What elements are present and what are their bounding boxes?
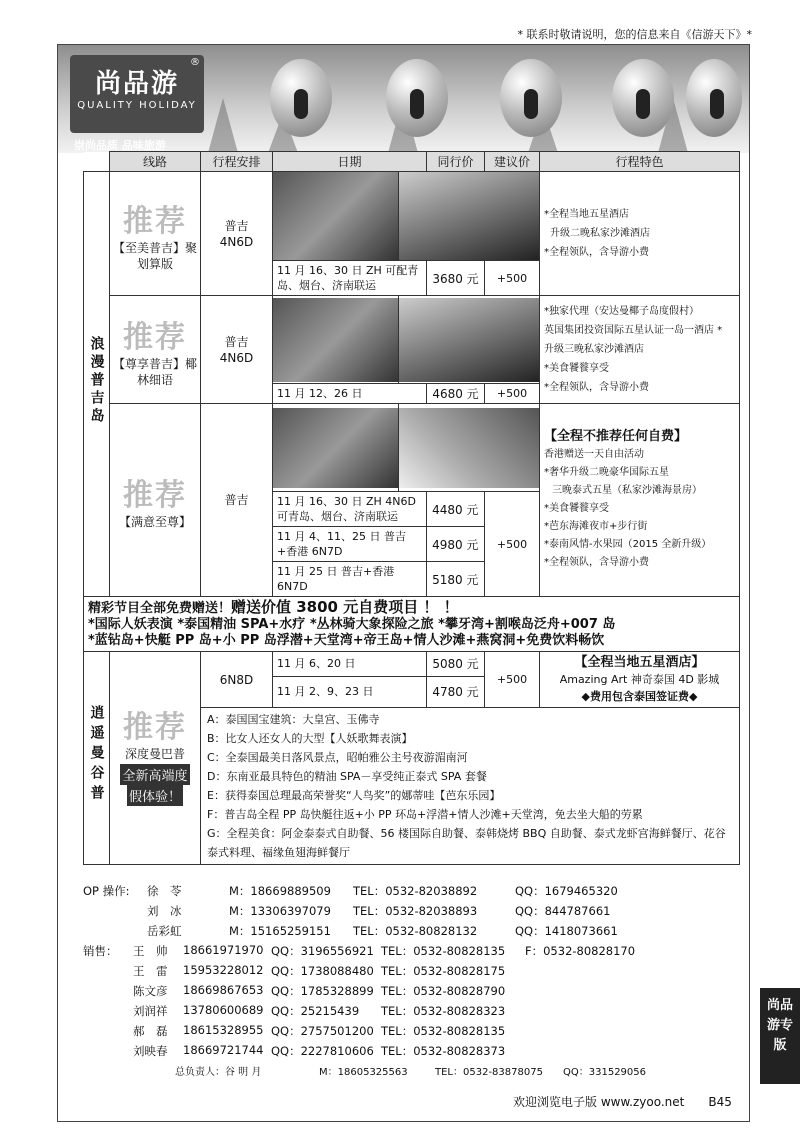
route-name: 深度曼巴普 [124, 747, 185, 761]
contact-row: 郝 磊 18615328955 QQ：2757501200 TEL：0532-80828135 [133, 1023, 506, 1038]
price: 3680 元 [427, 261, 485, 296]
date: 11 月 16、30 日 ZH 可配青岛、烟台、济南联运 [273, 261, 427, 296]
schedule: 普吉 4N6D [201, 296, 273, 404]
route-name: 【满意至尊】 [118, 515, 191, 529]
route-cell: 推荐 【满意至尊】 [110, 404, 201, 597]
contact-row: 刘 冰 M：13306397079 TEL：0532-82038893 QQ：844787661 [147, 904, 611, 918]
price: 4780 元 [427, 676, 485, 707]
snowglobe-icon [386, 59, 448, 137]
brand-tagline: 崇尚品质 品味旅游 [74, 139, 166, 152]
price: 5180 元 [426, 562, 484, 597]
highlight-badge: 全新高端度 [120, 764, 189, 785]
route-name: 【至美普吉】聚划算版 [112, 240, 197, 271]
brand-logo: ® 尚品游 QUALITY HOLIDAY [70, 55, 204, 133]
side-tab: 尚品游专版 [760, 988, 800, 1084]
route-cell: 推荐 深度曼巴普 全新高端度 假体验！ [110, 652, 201, 865]
photo [273, 296, 399, 384]
contact-row: OP 操作: 徐 苓 M：18669889509 TEL：0532-82038892 QQ：1679465320 [83, 884, 618, 898]
schedule: 普吉 4N6D [201, 172, 273, 296]
col-header: 线路 [110, 152, 201, 172]
tour-table [83, 151, 740, 865]
footer-text: 欢迎浏览电子版 www.zyoo.net [513, 1095, 685, 1109]
photo [273, 404, 399, 492]
col-header: 行程安排 [201, 152, 273, 172]
date: 11 月 4、11、25 日 普吉+香港 6N7D [273, 527, 426, 562]
footer [513, 1093, 732, 1110]
snowglobe-icon [270, 59, 332, 137]
contact-row: 刘润祥 13780600689 QQ：25215439 TEL：0532-80828323 [133, 1003, 506, 1018]
source-note: * 联系时敬请说明，您的信息来自《信游天下》* [517, 28, 752, 41]
contact-row: 陈文彦 18669867653 QQ：1785328899 TEL：0532-80828790 [133, 983, 506, 998]
itinerary-list: A：泰国国宝建筑：大皇宫、玉佛寺 B：比女人还女人的大型【人妖歌舞表演】 C：全泰国最美日落风景点，昭帕雅公主号夜游湄南河 D：东南亚最具特色的精油 SPA－享受纯正泰式 SPA 套餐 E：获得泰国总理最高荣誉奖“人鸟奖”的娜蒂哇【芭东乐园】 F：普吉岛全程 PP 岛快艇往返+小 PP 环岛+浮潜+情人沙滩+天堂湾，免去坐大船的劳累 G：全程美食：阿金泰泰式自助餐、56 楼国际自助餐、泰韩烧烤 BBQ 自助餐、泰式龙虾宫海鲜餐厅、花谷泰式料理、福缘鱼翅海鲜餐厅 [201, 708, 740, 865]
date: 11 月 25 日 普吉+香港 6N7D [277, 565, 395, 593]
features: 【全程当地五星酒店】 Amazing Art 神奇泰国 4D 影城 ◆费用包含泰国签证费◆ [540, 652, 740, 708]
route-cell: 推荐 【至美普吉】聚划算版 [110, 172, 201, 296]
photo [273, 172, 399, 261]
date: 11 月 2、9、23 日 [273, 676, 427, 707]
page-number: B45 [708, 1095, 732, 1109]
price: 5080 元 [427, 652, 485, 677]
features: 【全程不推荐任何自费】 香港赠送一天自由活动 *奢华升级二晚豪华国际五星 三晚泰式五星（私家沙滩海景房） *美食饕餮享受 *芭东海滩夜市+步行街 *泰南风情-水果园（2015 全新升级） *全程领队，含导游小费 [540, 404, 740, 597]
date: 11 月 16、30 日 ZH 4N6D 可青岛、烟台、济南联运 [273, 492, 426, 527]
region-label: 浪漫普吉岛 [84, 172, 110, 597]
ad-page [57, 44, 750, 1122]
snowglobe-icon [500, 59, 562, 137]
col-header: 建议价 [485, 152, 540, 172]
promo-row [84, 597, 740, 652]
photo [399, 172, 540, 261]
date: 11 月 6、20 日 [273, 652, 427, 677]
snowglobe-icon [686, 59, 742, 137]
route-name: 【尊享普吉】椰林细语 [112, 356, 197, 387]
contact-row: 刘映春 18669721744 QQ：2227810606 TEL：0532-80828373 [133, 1043, 506, 1058]
price-grid [273, 492, 485, 597]
date: 11 月 12、26 日 [273, 384, 427, 404]
features: *独家代理（安达曼椰子岛度假村） 英国集团投资国际五星认证一岛一酒店 * 升级三晚私家沙滩酒店 *美食饕餮享受 *全程领队，含导游小费 [540, 296, 740, 404]
table-row [84, 404, 740, 492]
price: 4680 元 [427, 384, 485, 404]
col-header: 同行价 [427, 152, 485, 172]
suggested-add: +500 [485, 492, 540, 597]
contact-row: 岳彩虹 M：15165259151 TEL：0532-80828132 QQ：1418073661 [147, 924, 618, 938]
route-cell: 推荐 【尊享普吉】椰林细语 [110, 296, 201, 404]
photo [399, 404, 540, 492]
table-header-row [84, 152, 740, 172]
suggested-add: +500 [485, 652, 540, 708]
price: 4980 元 [426, 527, 484, 562]
schedule: 6N8D [201, 652, 273, 708]
col-header: 日期 [273, 152, 427, 172]
highlight-badge: 假体验！ [127, 785, 183, 806]
contact-row: 销售： 王 帅 18661971970 QQ：3196556921 TEL：0532-80828135 F：0532-80828170 [83, 943, 636, 958]
region-label: 逍遥曼谷普 [84, 652, 110, 865]
contact-row: 王 雷 15953228012 QQ：1738088480 TEL：0532-80828175 [133, 963, 506, 978]
promo-text: 精彩节目全部免费赠送！赠送价值 3800 元自费项目 ！ ！ *国际人妖表演 *泰国精油 SPA+水疗 *丛林骑大象探险之旅 *攀牙湾+割喉岛泛舟+007 岛 *蓝钻岛+快艇 PP 岛+小 PP 岛浮潜+天堂湾+帝王岛+情人沙滩+燕窝洞+免费饮料畅饮 [84, 597, 740, 652]
suggested-add: +500 [485, 261, 540, 296]
col-header: 行程特色 [540, 152, 740, 172]
suggested-add: +500 [485, 384, 540, 404]
schedule: 普吉 [201, 404, 273, 597]
table-row [84, 172, 740, 261]
banner [58, 45, 749, 153]
contact-row: 总负责人：谷 明 月 M：18605325563 TEL：0532-83878075 QQ：331529056 [175, 1067, 647, 1078]
price: 4480 元 [426, 492, 484, 527]
features: *全程当地五星酒店 升级二晚私家沙滩酒店 *全程领队，含导游小费 [540, 172, 740, 296]
table-row [84, 652, 740, 677]
table-row [84, 296, 740, 384]
photo [399, 296, 540, 384]
contact-block [83, 883, 740, 1083]
snowglobe-icon [612, 59, 674, 137]
